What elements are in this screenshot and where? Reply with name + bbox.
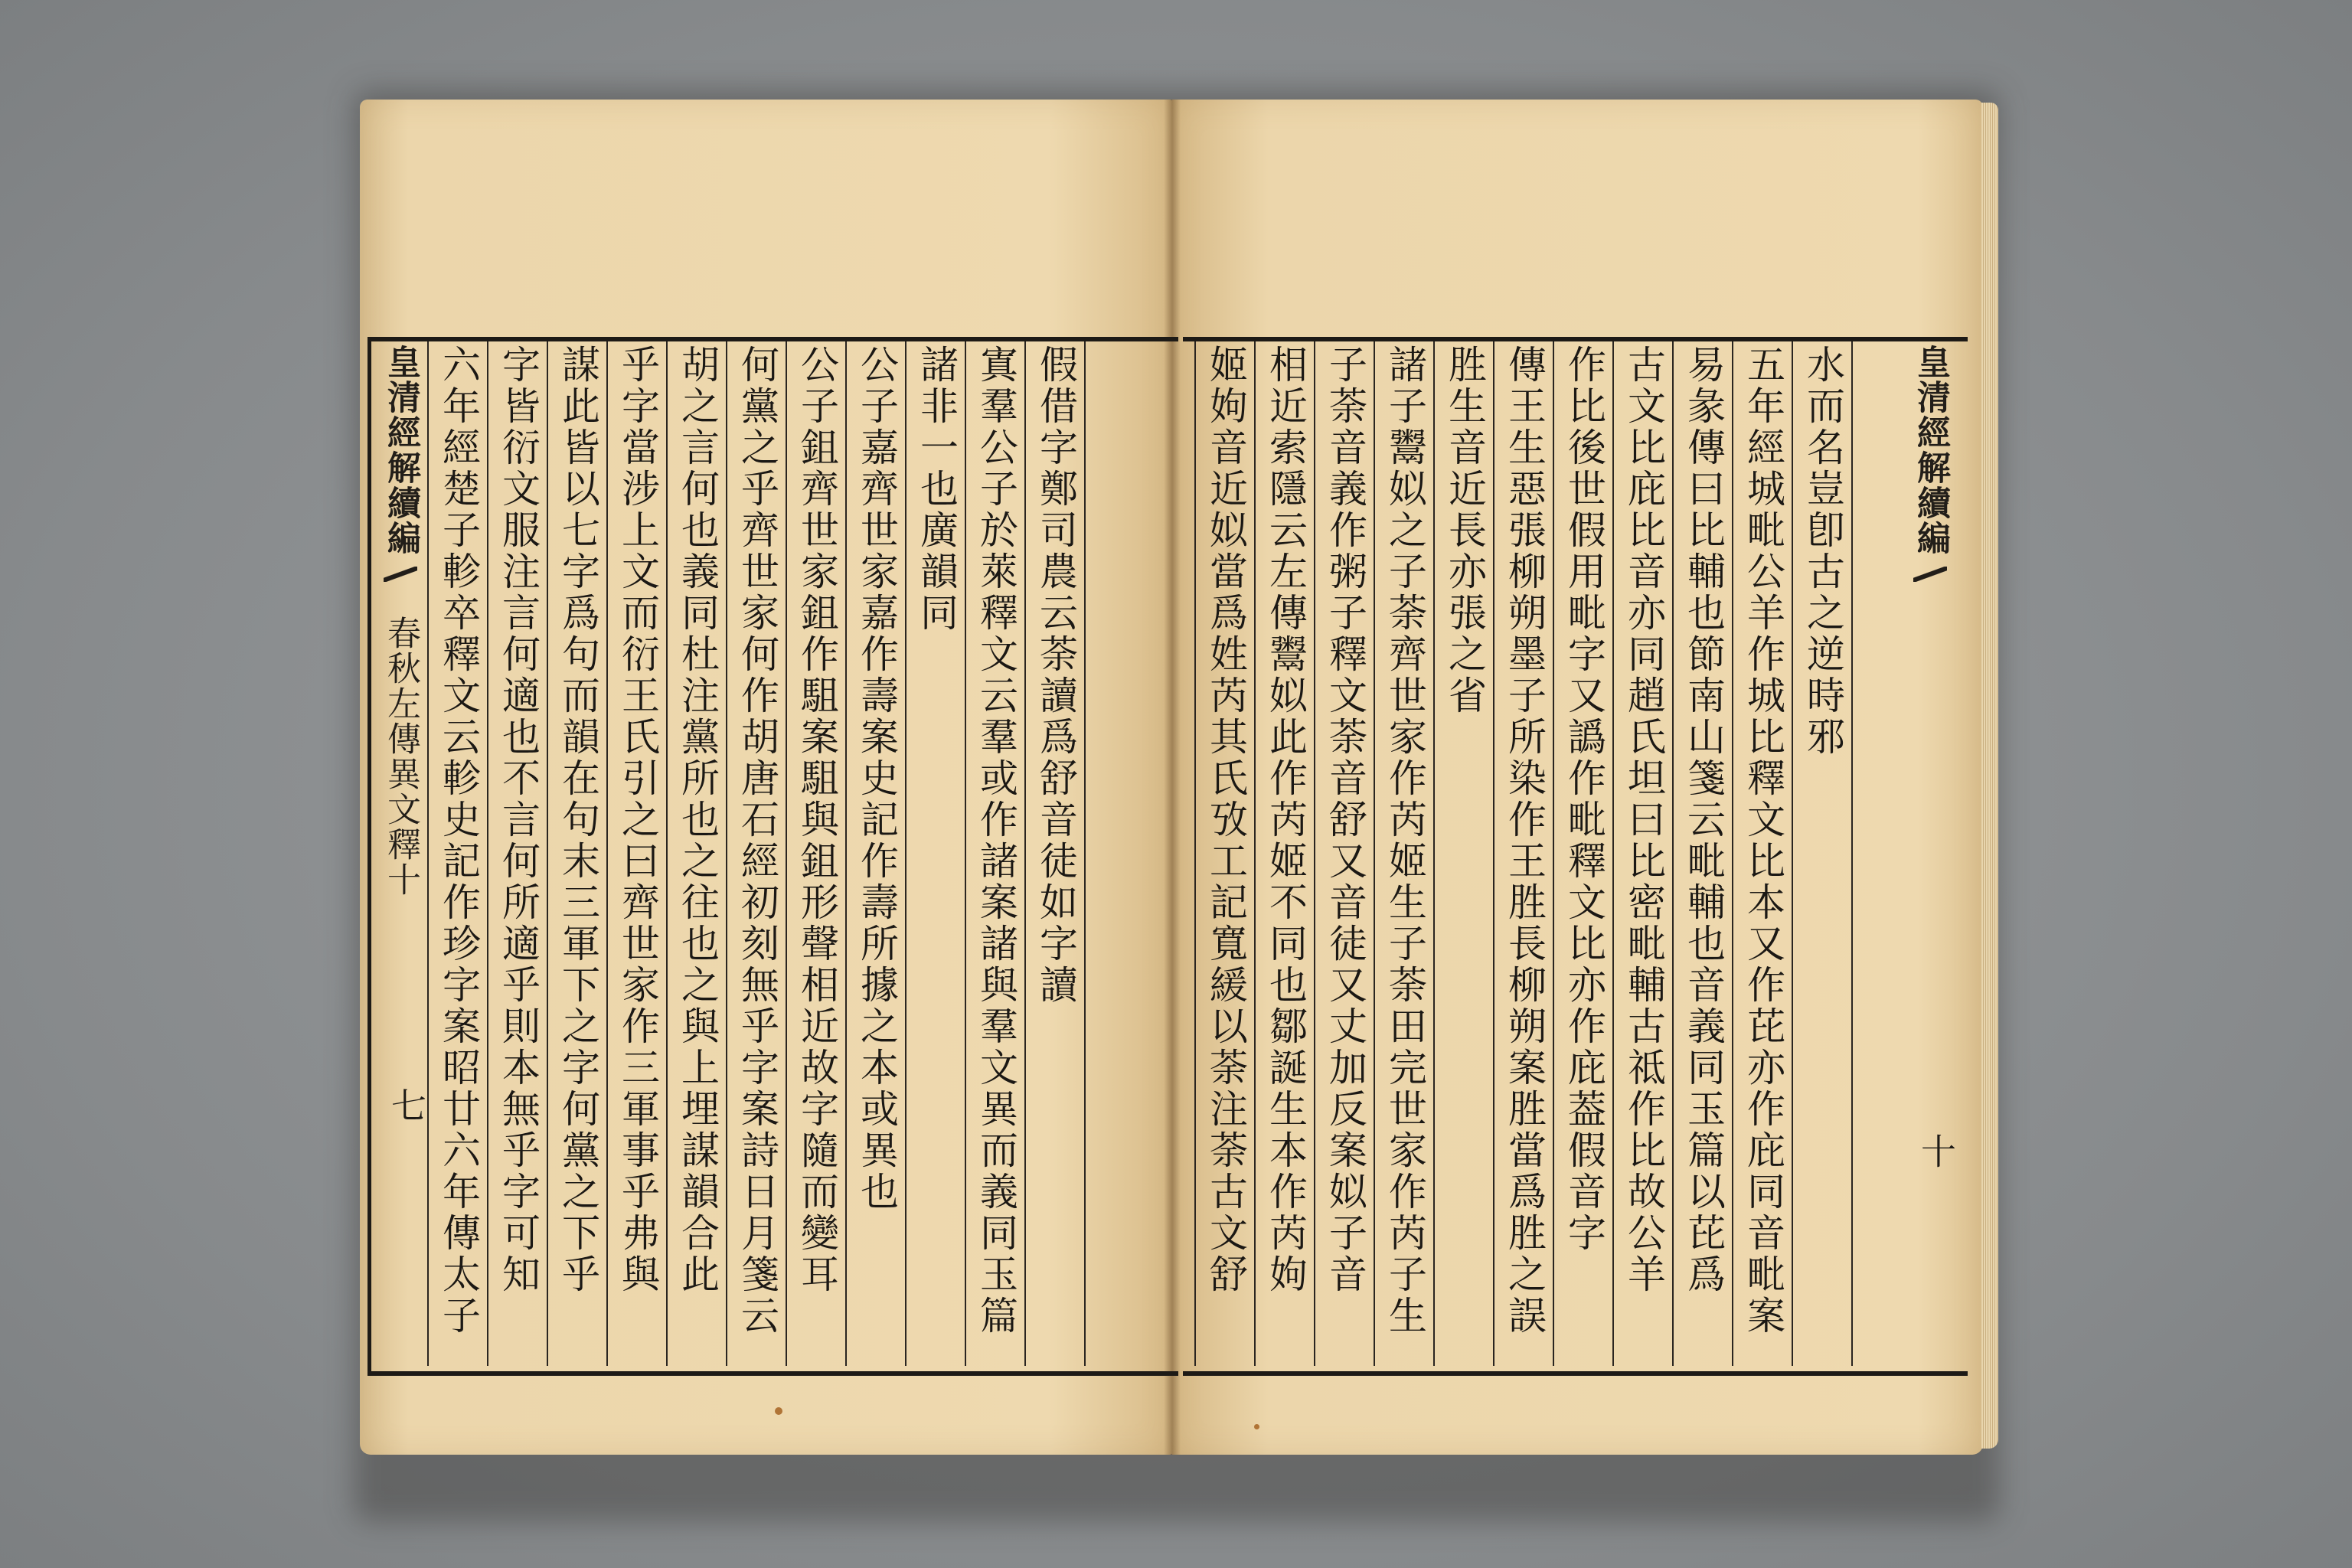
left-banner [377,345,424,1363]
page-edge-stack [1981,103,1998,1449]
column-rule [1792,341,1793,1366]
left-column-3: 謀此皆以七字爲句而韻在句末三軍下之字何黨之下乎 [556,345,600,1295]
column-rule [1553,341,1554,1366]
column-rule [1084,341,1086,1366]
left-column-5: 胡之言何也義同杜注黨所也之往也之與上埋謀韻合此 [675,345,720,1295]
column-rule [965,341,966,1366]
left-column-10: 寘羣公子於萊釋文云羣或作諸案諸與羣文異而義同玉篇 [974,345,1018,1337]
column-rule [1374,341,1375,1366]
left-banner-title: 皇清經解續編 [381,345,420,556]
column-rule [606,341,608,1366]
fishtail-ornament-icon [1913,567,1947,582]
right-banner [1906,345,1954,1363]
column-rule [1254,341,1256,1366]
column-rule [1851,341,1853,1366]
fishtail-ornament-icon [384,567,417,582]
right-column-10: 相近索隱云左傳鬻姒此作芮姬不同也鄒誕生本作芮姁 [1263,345,1308,1295]
column-rule [1732,341,1733,1366]
left-column-1: 六年經楚子軫卒釋文云軫史記作珍字案昭廿六年傳太子 [436,345,481,1337]
column-rule [1194,341,1196,1366]
right-column-4: 古文比庇比音亦同趙氏坦曰比密毗輔古祗作比故公羊 [1622,345,1666,1295]
right-banner-title: 皇清經解續編 [1911,345,1950,556]
column-rule [547,341,548,1366]
column-rule [726,341,727,1366]
column-rule [1493,341,1494,1366]
left-column-9: 諸非一也廣韻同 [914,345,959,634]
right-column-7: 胜生音近長亦張之省 [1442,345,1487,717]
column-rule [786,341,787,1366]
column-rule [1314,341,1315,1366]
column-rule [1024,341,1026,1366]
column-rule [845,341,847,1366]
foxing-spot [775,1407,782,1415]
right-folio: 十 [1916,1133,1957,1168]
column-rule [1433,341,1435,1366]
column-rule [427,341,429,1366]
right-column-3: 易彖傳曰比輔也節南山箋云毗輔也音義同玉篇以芘爲 [1681,345,1726,1295]
right-column-2: 五年經城毗公羊作城比釋文比本又作芘亦作庇同音毗案 [1741,345,1785,1337]
left-folio: 七 [386,1087,427,1122]
left-column-8: 公子嘉齊世家嘉作壽案史記作壽所據之本或異也 [854,345,899,1213]
left-column-6: 何黨之乎齊世家何作胡唐石經初刻無乎字案詩日月箋云 [735,345,779,1337]
left-column-7: 公子鉏齊世家鉏作駔案駔與鉏形聲相近故字隨而變耳 [795,345,839,1295]
left-banner-section: 春秋左傳異文釋十 [381,616,420,897]
left-column-11: 假借字鄭司農云荼讀爲舒音徒如字讀 [1034,345,1078,1006]
right-column-6: 傳王生惡張柳朔墨子所染作王胜長柳朔案胜當爲胜之誤 [1502,345,1547,1337]
left-column-2: 字皆衍文服注言何適也不言何所適乎則本無乎字可知 [496,345,541,1295]
right-column-9: 子荼音義作粥子釋文荼音舒又音徒又丈加反案姒子音 [1323,345,1367,1295]
left-column-4: 乎字當涉上文而衍王氏引之曰齊世家作三軍事乎弗與 [616,345,660,1295]
foxing-spot [1254,1424,1259,1429]
column-rule [666,341,668,1366]
right-column-1: 水而名豈卽古之逆時邪 [1801,345,1845,758]
right-column-11: 姬姁音近姒當爲姓芮其氏攷工記寬緩以荼注荼古文舒 [1204,345,1248,1295]
column-rule [905,341,906,1366]
column-rule [487,341,488,1366]
right-column-5: 作比後世假用毗字又譌作毗釋文比亦作庇葢假音字 [1562,345,1606,1254]
column-rule [1612,341,1614,1366]
column-rule [1672,341,1674,1366]
right-column-8: 諸子鬻姒之子荼齊世家作芮姬生子荼田完世家作芮子生 [1383,345,1427,1337]
